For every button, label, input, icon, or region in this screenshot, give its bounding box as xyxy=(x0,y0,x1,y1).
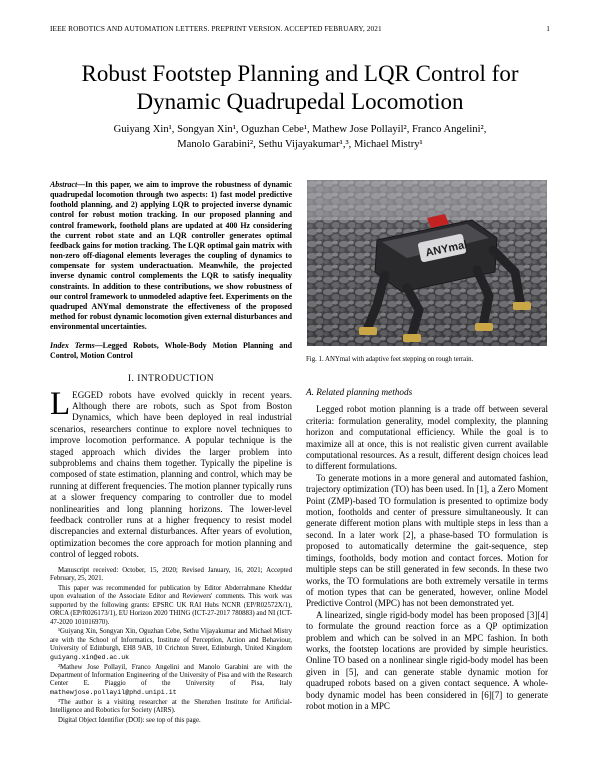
related-paragraph-2: To generate motions in a more general and automated fashion, trajectory optimization (TO) has been used. In [1], a Zero Moment Point (ZMP)-based TO formulation is presented to optimize body motion, footholds and center of pressure simultaneously. It can generate different motion plans with multiple steps in less than a second. In a later work [2], a phase-based TO formulation is proposed to automatically determine the gait-sequence, step timings, footholds, body motion and contact forces. Motion for multiple steps can be still generated in few seconds. In these two works, the TO formulations are both extremely versatile in terms of motion types that can be generated, however, online Model Predictive Control (MPC) has not been demonstrated yet. xyxy=(306,472,548,609)
related-paragraph-3: A linearized, single rigid-body model has been proposed [3][4] to formulate the ground reaction force as a QP optimization problem and which can be solved in an MPC fashion. In both works, the footstep locations are provided by simple heuristics. Online TO based on a nonlinear single rigid-body model has been given in [5], and can generate stable dynamic motion for quadruped robots based on a given contact sequence. A whole-body dynamic model has been considered in [6][7] to generate robot motion in a MPC xyxy=(306,609,548,711)
abstract-lead: Abstract xyxy=(50,180,78,189)
intro-paragraph-1 xyxy=(50,385,292,561)
title-line-2: Dynamic Quadrupedal Locomotion xyxy=(136,89,464,114)
footnote-affiliation-1-text: ¹Guiyang Xin, Songyan Xin, Oguzhan Cebe, Sethu Vijayakumar and Michael Mistry are with the School of Informatics, Institute of Perception, Action and Behaviour, University of Edinburgh, EH8 9AB, 10 Crichton Street, Edinburgh, United Kingdom xyxy=(50,628,292,653)
robot-photo-illustration xyxy=(307,180,547,346)
right-column xyxy=(306,180,548,712)
paper-title xyxy=(40,60,560,116)
abstract xyxy=(50,180,292,332)
footnotes xyxy=(50,567,292,726)
footnote-affiliation-2 xyxy=(50,664,292,698)
abstract-text: —In this paper, we aim to improve the robustness of dynamic quadrupedal locomotion through two aspects: 1) fast model predictive foothold planning, and 2) applying LQR to projected inverse dynamic control for robust motion tracking. In our proposed planning and control framework, foothold plans are updated at 400 Hz considering the current robot state and an LQR controller generates optimal feedback gains for motion tracking. The LQR optimal gain matrix with non-zero off-diagonal elements leverages the coupling of dynamics to compensate for system underactuation. Meanwhile, the projected inverse dynamic control complements the LQR to satisfy inequality constraints. In addition to these contributions, we show robustness of our control framework to unmodeled adaptive feet. Experiments on the quadruped ANYmal demonstrate the effectiveness of the proposed method for robust dynamic locomotion given external disturbances and environmental uncertainties. xyxy=(50,180,292,332)
footnote-affiliation-1 xyxy=(50,628,292,662)
email-link-2[interactable]: mathewjose.pollayil@phd.unipi.it xyxy=(50,688,177,696)
figure-1-photo xyxy=(307,180,547,346)
related-paragraph-1: Legged robot motion planning is a trade off between several criteria: formulation generality, model complexity, the planning horizon and computational efficiency. While the goal is to maximize all at once, this is not realistic given current available computational resources. As a result, different design choices lead to different formulations. xyxy=(306,404,548,472)
introduction-text xyxy=(50,385,292,561)
left-column xyxy=(50,180,292,727)
title-line-1: Robust Footstep Planning and LQR Control for xyxy=(81,61,519,86)
dropcap-letter: L xyxy=(50,385,71,422)
running-head xyxy=(50,24,550,33)
index-terms-lead: Index Terms xyxy=(50,341,95,351)
figure-1-caption: Fig. 1. ANYmal with adaptive feet stepping on rough terrain. xyxy=(306,356,474,363)
page-number: 1 xyxy=(546,24,550,33)
related-planning-text xyxy=(306,404,548,712)
index-terms xyxy=(50,341,292,361)
footnote-affiliation-2-text: ²Mathew Jose Pollayil, Franco Angelini and Manolo Garabini are with the Department of Information Engineering of the University of Pisa and with the Research Center E. Piaggio of the University of Pisa, Italy xyxy=(50,663,292,688)
footnote-recommended: This paper was recommended for publication by Editor Abderrahmane Kheddar upon evaluation of the Associate Editor and Reviewers' comments. This work was supported by the following grants: EPSRC UK RAI Hubs NCNR (EP/R02572X/1), ORCA (EP/R026173/1), EU Horizon 2020 THING (ICT-27-2017 780883) and NI (ICT-47-2020 101016970). xyxy=(50,584,292,626)
robot-label-text: ANYmal xyxy=(424,238,469,260)
footnote-doi: Digital Object Identifier (DOI): see top of this page. xyxy=(58,717,201,725)
running-head-text: IEEE ROBOTICS AND AUTOMATION LETTERS. PREPRINT VERSION. ACCEPTED FEBRUARY, 2021 xyxy=(50,24,382,33)
author-list xyxy=(60,122,540,152)
section-title-introduction: I. INTRODUCTION xyxy=(127,373,215,384)
authors-line-1: Guiyang Xin¹, Songyan Xin¹, Oguzhan Cebe¹, Mathew Jose Pollayil², Franco Angelini², xyxy=(113,124,487,135)
authors-line-2: Manolo Garabini², Sethu Vijayakumar¹,³, Michael Mistry¹ xyxy=(177,139,423,150)
subsection-title-related-planning: A. Related planning methods xyxy=(306,387,413,398)
footnote-affiliation-3: ³The author is a visiting researcher at the Shenzhen Institute for Artificial-Intelligence and Robotics for Society (AIRS). xyxy=(50,698,292,715)
intro-first-word: EGGED xyxy=(72,389,103,400)
intro-paragraph-1-text: robots have evolved quickly in recent years. Although there are robots, such as Spot from Boston Dynamics, which have been deployed in real industrial scenarios, researchers continue to explore novel techniques to improve locomotion performance. A popular technique is the staged approach which divides the larger problem into subproblems and chains them together. Typically the pipeline is composed of state estimation, planning and control, which may be running at different frequencies. The motion planner typically runs at a slower frequency comparing to controller due to model nonlinearities and long planning horizons. The lower-level feedback controller runs at a higher frequency to resist model discrepancies and external disturbances. After years of evolution, optimization becomes the core approach for motion planning and control of legged robots. xyxy=(50,389,292,560)
footnote-received: Manuscript received: October, 15, 2020; Revised January, 16, 2021; Accepted February, 25, 2021. xyxy=(50,566,292,583)
photo-haze xyxy=(307,180,547,220)
index-terms-text: —Legged Robots, Whole-Body Motion Planning and Control, Motion Control xyxy=(50,341,292,361)
email-link-1[interactable]: guiyang.xin@ed.ac.uk xyxy=(50,653,130,661)
